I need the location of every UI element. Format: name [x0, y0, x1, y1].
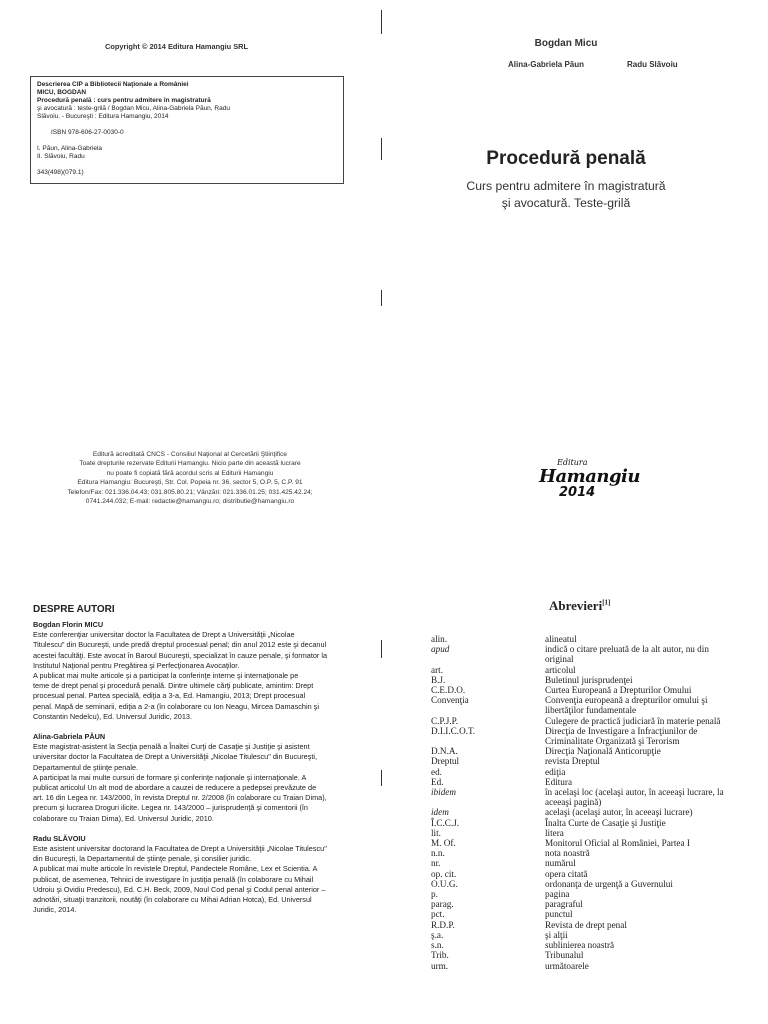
abbreviation-meaning-line: indică o citare preluată de la alt autor, nu din: [545, 644, 709, 655]
abbreviation-meaning-line: alineatul: [545, 634, 577, 644]
abbreviation-row: [431, 869, 761, 879]
abbreviation-key: D.N.A.: [431, 746, 458, 757]
logo-editura-text: Editura: [557, 458, 588, 467]
main-author: Bogdan Micu: [534, 38, 598, 49]
cip-line: Slăvoiu. - Bucureşti : Editura Hamangiu, 2014: [37, 113, 169, 120]
abbreviation-meaning-line: aceeaşi pagină): [545, 797, 602, 808]
abbreviation-meaning: [545, 634, 761, 644]
cip-line: I. Păun, Alina-Gabriela: [37, 145, 103, 152]
abbreviation-key: pct.: [431, 909, 445, 920]
abbreviation-meaning-line: libertăţilor fundamentale: [545, 705, 637, 716]
abbreviation-meaning-line: revista Dreptul: [545, 756, 600, 767]
abbreviation-meaning-line: acelaşi (acelaşi autor, în aceeaşi lucrare): [545, 807, 693, 818]
abbreviation-row: [431, 848, 761, 858]
abbreviation-meaning: [545, 950, 761, 960]
abbreviation-meaning-line: litera: [545, 827, 564, 838]
abbreviations-heading-text: Abrevieri: [549, 598, 603, 613]
author-bio-line: publicat articolul Un alt mod de abordare a cauzei de reducere a pedepsei prevăzute de: [33, 783, 317, 793]
abbreviation-meaning: [545, 858, 761, 868]
abbreviation-meaning: [545, 746, 761, 756]
publisher-logo: [537, 458, 647, 506]
abbreviation-row: [431, 787, 761, 807]
abbreviation-meaning-line: şi alţii: [545, 929, 568, 940]
author-bio-line: Departamentul de ştiinţe penale.: [33, 762, 139, 772]
abbreviation-key: parag.: [431, 899, 454, 910]
abbreviation-key: R.D.P.: [431, 919, 455, 930]
abbreviation-meaning: [545, 899, 761, 909]
abbreviation-meaning: [545, 930, 761, 940]
abbreviation-key: s.n.: [431, 940, 444, 951]
author-bio-line: Institutul Naţional pentru Pregătirea şi Perfecţionarea Avocaţilor.: [33, 660, 240, 670]
spacer: [33, 915, 373, 925]
abbreviation-meaning: [545, 716, 761, 726]
abbreviation-key: ed.: [431, 766, 442, 777]
abbreviation-meaning: [545, 889, 761, 899]
author-bio-line: precum şi lucrarea Droguri ilicite. Legea nr. 143/2000 – jurisprudenţă şi comentorii (în: [33, 803, 308, 813]
abbreviation-key: apud: [431, 644, 450, 655]
author-bio-line: adnotări, situaţii tranzitorii, noutăţi (în colaborare cu Mihai Adrian Hotca), Ed. Universul: [33, 895, 312, 905]
abbreviation-meaning-line: ediţia: [545, 766, 566, 777]
abbreviation-meaning-line: pagina: [545, 889, 570, 900]
cip-box: [30, 76, 344, 184]
abbreviations-list: [431, 634, 761, 971]
abbreviation-meaning-line: paragraful: [545, 899, 583, 910]
abbreviation-meaning: [545, 685, 761, 695]
abbreviation-row: [431, 899, 761, 909]
abbreviations-heading: [549, 598, 610, 614]
abbreviation-key: B.J.: [431, 674, 446, 685]
book-subtitle-line-2: şi avocatură. Teste-grilă: [501, 196, 631, 210]
book-subtitle-line-1: Curs pentru admitere în magistratură: [466, 179, 666, 193]
imprint-line: 0741.244.032; E-mail: redactie@hamangiu.ro; distributie@hamangiu.ro: [85, 498, 295, 506]
abbreviation-meaning: [545, 838, 761, 848]
abbreviation-row: [431, 665, 761, 675]
abbreviation-meaning-line: Tribunalul: [545, 950, 584, 961]
abbreviation-meaning: [545, 726, 761, 746]
cip-lines: [37, 81, 337, 177]
abbreviation-meaning-line: numărul: [545, 858, 576, 869]
abbreviation-meaning-line: următoarele: [545, 960, 589, 971]
abbreviation-key: idem: [431, 807, 449, 818]
abbreviation-meaning-line: Buletinul jurisprudenţei: [545, 674, 633, 685]
book-title: Procedură penală: [486, 148, 646, 169]
abbreviation-meaning-line: Direcţia de Investigare a Infracţiunilor de: [545, 725, 698, 736]
logo-year: 2014: [559, 485, 596, 500]
abbreviation-key: ibidem: [431, 787, 457, 798]
author-bio-line: Este magistrat-asistent la Secţia penală a Înaltei Curţi de Casaţie şi Justiţie şi asistent: [33, 742, 310, 752]
abbreviation-meaning-line: Revista de drept penal: [545, 919, 627, 930]
abbreviation-row: [431, 746, 761, 756]
abbreviation-row: [431, 838, 761, 848]
abbreviation-row: [431, 879, 761, 889]
cip-line: ISBN 978-606-27-0030-0: [51, 129, 124, 136]
abbreviation-key: Trib.: [431, 950, 449, 961]
abbreviation-row: [431, 644, 761, 664]
imprint-line: Editură acreditată CNCS - Consiliul Naţional al Cercetării Ştiinţifice: [92, 451, 288, 458]
cip-line: MICU, BOGDAN: [37, 89, 87, 96]
abbreviation-meaning-line: în acelaşi loc (acelaşi autor, în aceeaşi lucrare, la: [545, 787, 724, 798]
spacer: [33, 722, 373, 732]
cip-line: Procedură penală : curs pentru admitere în magistratură: [37, 97, 211, 104]
abbreviation-row: [431, 767, 761, 777]
abbreviation-key: art.: [431, 664, 443, 675]
abbreviation-key: lit.: [431, 827, 441, 838]
abbreviation-meaning: [545, 909, 761, 919]
abbreviation-row: [431, 889, 761, 899]
author-bio-line: A publicat mai multe articole în revistele Dreptul, Pandectele Române, Lex et Scientia. A: [33, 864, 318, 874]
abbreviation-row: [431, 675, 761, 685]
author-bio-line: procesual penal. Partea specială, ediţia a 3-a, Ed. Hamangiu, 2013; Drept procesual: [33, 691, 306, 701]
abbreviation-meaning: [545, 828, 761, 838]
abbreviation-row: [431, 756, 761, 766]
abbreviation-meaning: [545, 818, 761, 828]
author-bio-line: Udroiu şi Ovidiu Predescu), Ed. C.H. Beck, 2009, Noul Cod penal şi Codul penal anterior –: [33, 884, 326, 894]
author-bio-line: A publicat mai multe articole şi a participat la conferinţe interne şi internaţionale pe: [33, 671, 299, 681]
cip-line: [37, 161, 337, 169]
abbreviation-meaning-line: Criminalitate Organizată şi Terorism: [545, 736, 680, 747]
abbreviation-meaning-line: nota noastră: [545, 848, 590, 859]
abbreviation-key: D.I.I.C.O.T.: [431, 725, 476, 736]
author-bio-line: Constantin Nedelcu), Ed. Universul Juridic, 2013.: [33, 711, 192, 721]
author-bios: [33, 620, 373, 925]
imprint-line: nu poate fi copiată fără acordul scris al Editurii Hamangiu: [106, 469, 274, 477]
abbreviation-row: [431, 777, 761, 787]
author-name: Radu SLĂVOIU: [33, 833, 86, 843]
logo-name: Hamangiu: [539, 466, 640, 487]
abbreviation-meaning-line: Curtea Europeană a Drepturilor Omului: [545, 685, 692, 696]
abbreviation-meaning: [545, 848, 761, 858]
footnote-mark: [1]: [602, 598, 611, 607]
imprint-line: Telefon/Fax: 021.336.04.43; 031.805.80.21; Vânzări: 021.336.01.25; 031.425.42.24;: [67, 488, 313, 496]
abbreviation-meaning: [545, 940, 761, 950]
abbreviation-meaning-line: Monitorul Oficial al României, Partea I: [545, 838, 690, 849]
abbreviation-key: Dreptul: [431, 756, 460, 767]
abbreviation-row: [431, 858, 761, 868]
author-bio-line: din Bucureşti, la Departamentul de ştiinţe penale, şi consilier juridic.: [33, 854, 252, 864]
abbreviation-meaning-line: Editura: [545, 776, 573, 787]
abbreviation-row: [431, 634, 761, 644]
cip-line: 343(498)(079.1): [37, 169, 84, 176]
copyright-line: Copyright © 2014 Editura Hamangiu SRL: [105, 42, 249, 51]
abbreviation-row: [431, 930, 761, 940]
cip-line: II. Slăvoiu, Radu: [37, 153, 85, 160]
abbreviation-key: urm.: [431, 960, 449, 971]
cip-line: [37, 137, 337, 145]
abbreviation-meaning-line: articolul: [545, 664, 576, 675]
about-authors-page: [0, 540, 381, 1024]
abbreviation-key: p.: [431, 889, 438, 900]
abbreviation-meaning-line: Culegere de practică judiciară în materie penală: [545, 715, 721, 726]
cip-line: Descrierea CIP a Bibliotecii Naţionale a României: [37, 81, 189, 88]
abbreviation-row: [431, 726, 761, 746]
author-bio-line: publicat, de asemenea, Tehnici de investigare în justiţia penală (în colaborare cu Mihail: [33, 874, 314, 884]
spacer: [33, 824, 373, 834]
abbreviation-row: [431, 920, 761, 930]
abbreviation-meaning: [545, 787, 761, 807]
author-name: Bogdan Florin MICU: [33, 620, 104, 629]
abbreviation-row: [431, 950, 761, 960]
author-bio-line: colaborare cu Traian Dima), Ed. Universul Juridic, 2010.: [33, 813, 214, 823]
abbreviation-key: C.P.J.P.: [431, 715, 459, 726]
abbreviation-meaning-line: Direcţia Naţională Anticorupţie: [545, 746, 661, 757]
abbreviation-row: [431, 685, 761, 695]
imprint-line: Editura Hamangiu: Bucureşti, Str. Col. Popeia nr. 36, sector 5, O.P. 5, C.P. 91: [77, 479, 303, 487]
abbreviation-meaning-line: sublinierea noastră: [545, 940, 615, 951]
coauthor-slavoiu: Radu Slăvoiu: [627, 60, 678, 69]
abbreviation-row: [431, 909, 761, 919]
abbreviation-meaning: [545, 695, 761, 715]
abbreviation-meaning-line: Înalta Curte de Casaţie şi Justiţie: [545, 817, 666, 828]
abbreviation-meaning: [545, 961, 761, 971]
abbreviation-key: n.n.: [431, 848, 445, 859]
abbreviation-meaning: [545, 756, 761, 766]
coauthor-paun: Alina-Gabriela Păun: [508, 60, 585, 69]
abbreviation-meaning: [545, 869, 761, 879]
abbreviation-row: [431, 961, 761, 971]
abbreviation-meaning: [545, 879, 761, 889]
abbreviation-meaning-line: original: [545, 654, 574, 665]
imprint-block: [20, 450, 360, 506]
abbreviation-meaning: [545, 665, 761, 675]
title-page: [381, 0, 768, 540]
abbreviation-key: alin.: [431, 634, 448, 644]
author-bio-line: universitar doctor la Facultatea de Drept a Universităţii „Nicolae Titulescu" din Bucureşti,: [33, 752, 318, 762]
author-bio-line: Titulescu" din Bucureşti, unde predă dreptul procesual penal; din anul 2012 este şi decanul: [33, 640, 327, 650]
abbreviation-row: [431, 940, 761, 950]
author-bio-line: Este conferenţiar universitar doctor la Facultatea de Drept a Universităţii „Nicolae: [33, 630, 295, 640]
abbreviation-row: [431, 695, 761, 715]
abbreviation-meaning: [545, 644, 761, 664]
author-bio-line: art. 16 din Legea nr. 143/2000, în revista Dreptul nr. 2/2008 (în colaborare cu Traian Dima),: [33, 793, 327, 803]
cip-line: [37, 121, 337, 129]
abbreviation-meaning: [545, 807, 761, 817]
abbreviation-meaning: [545, 767, 761, 777]
copyright-page: [0, 0, 381, 540]
abbreviation-meaning-line: Convenţia europeană a drepturilor omului şi: [545, 695, 708, 706]
author-bio-line: penal. Mapă de seminarii, ediţia a 2-a (în colaborare cu Ion Neagu, Mircea Damaschin şi: [33, 701, 319, 711]
abbreviations-page: [381, 540, 768, 1024]
imprint-line: Toate drepturile rezervate Editurii Hamangiu. Nicio parte din această lucrare: [79, 460, 301, 468]
abbreviation-key: Î.C.C.J.: [431, 817, 460, 828]
about-authors-heading: DESPRE AUTORI: [33, 604, 115, 615]
cip-line: şi avocatură : teste-grilă / Bogdan Micu, Alina-Gabriela Păun, Radu: [37, 105, 230, 112]
abbreviation-meaning: [545, 675, 761, 685]
abbreviation-key: op. cit.: [431, 868, 457, 879]
author-bio-line: acestei facultăţi. Este avocat în Baroul Bucureşti, specializat în cauze penale, şi formator la: [33, 650, 328, 660]
abbreviation-key: C.E.D.O.: [431, 685, 466, 696]
abbreviation-row: [431, 716, 761, 726]
author-name: Alina-Gabriela PĂUN: [33, 732, 106, 742]
abbreviation-meaning-line: opera citată: [545, 868, 588, 879]
abbreviation-row: [431, 818, 761, 828]
abbreviation-meaning-line: punctul: [545, 909, 573, 920]
abbreviation-row: [431, 807, 761, 817]
abbreviation-key: ş.a.: [431, 929, 444, 940]
abbreviation-key: Ed.: [431, 776, 444, 787]
abbreviation-key: nr.: [431, 858, 441, 869]
abbreviation-key: Convenţia: [431, 695, 469, 706]
abbreviation-meaning: [545, 920, 761, 930]
author-bio-line: Juridic, 2014.: [33, 905, 77, 915]
abbreviation-meaning-line: ordonanţa de urgenţă a Guvernului: [545, 878, 673, 889]
author-bio-line: A participat la mai multe cursuri de formare şi conferinţe naţionale şi internaţionale. A: [33, 772, 307, 782]
abbreviation-key: O.U.G.: [431, 878, 458, 889]
abbreviation-key: M. Of.: [431, 838, 456, 849]
author-bio-line: teme de drept penal şi procedură penală. Dintre ultimele cărţi publicate, amintim: Drept: [33, 681, 314, 691]
abbreviation-meaning: [545, 777, 761, 787]
author-bio-line: Este asistent universitar doctorand la Facultatea de Drept a Universităţii „Nicolae Titulescu": [33, 844, 327, 854]
abbreviation-row: [431, 828, 761, 838]
